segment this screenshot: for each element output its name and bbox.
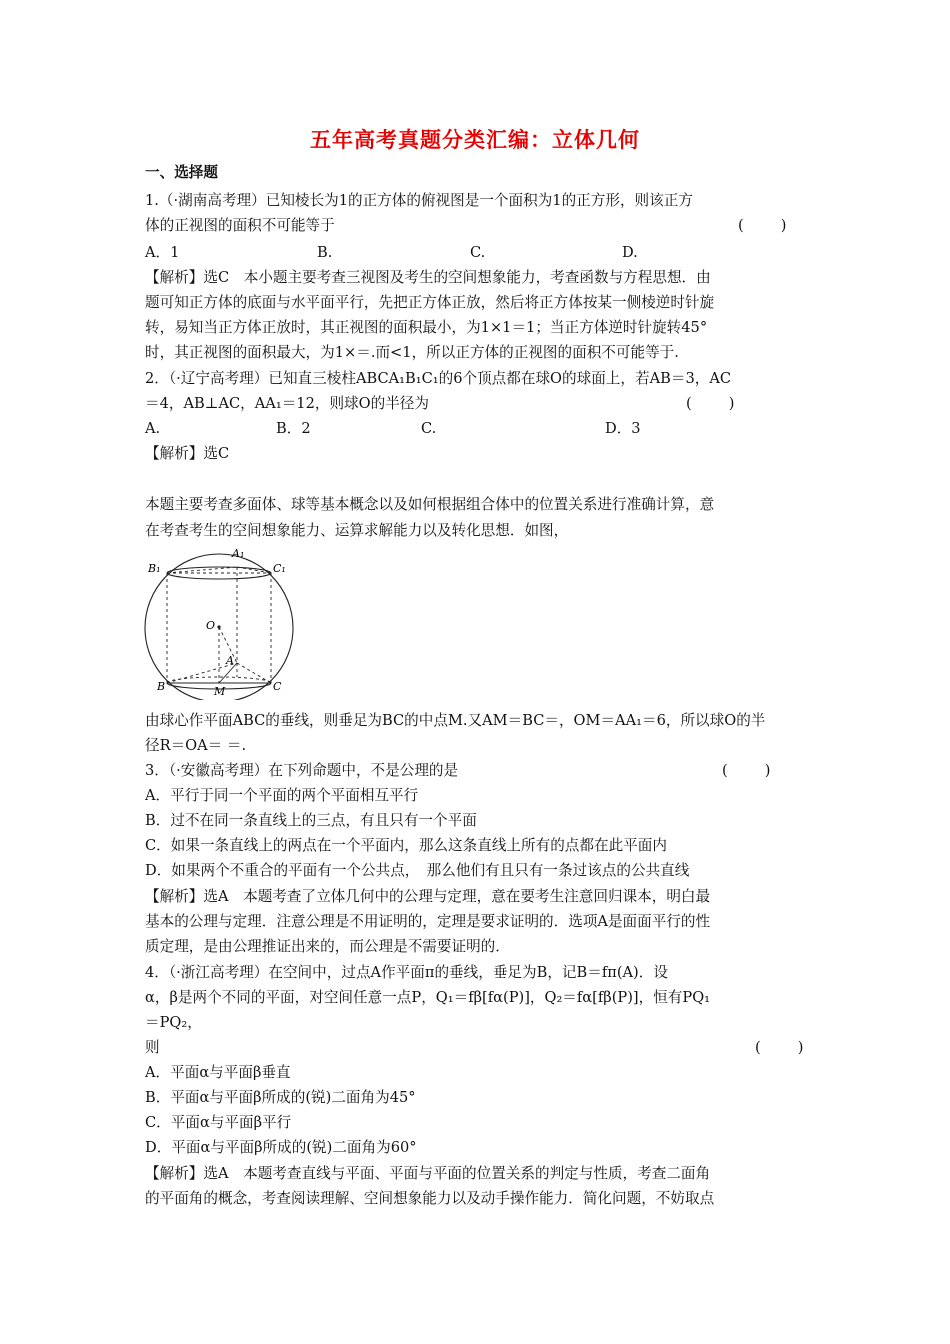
q1-analysis-3: 转，易知当正方体正放时，其正视图的面积最小，为1×1＝1；当正方体逆时针旋转45°: [145, 319, 708, 336]
q3-analysis-1: 【解析】选A 本题考查了立体几何中的公理与定理，意在要考生注意回归课本，明白最: [145, 888, 711, 905]
q2-body-2: 在考查考生的空间想象能力、运算求解能力以及转化思想．如图，: [145, 522, 569, 539]
label-B1: B₁: [148, 562, 161, 575]
label-O: O: [206, 619, 216, 632]
q3-analysis-3: 质定理，是由公理推证出来的，而公理是不需要证明的．: [145, 938, 510, 955]
q4-line-3: ＝PQ₂，: [145, 1014, 202, 1031]
label-C: C: [273, 680, 282, 693]
q1-line-2: 体的正视图的面积不可能等于: [145, 217, 335, 234]
q1-option-a: A．1: [145, 244, 180, 261]
q4-line-2: α，β是两个不同的平面，对空间任意一点P，Q₁＝fβ[fα(P)]，Q₂＝fα[fβ(P)]，恒有PQ₁: [145, 989, 711, 1006]
q2-conclusion-1: 由球心作平面ABC的垂线，则垂足为BC的中点M.又AM＝BC＝，OM＝AA₁＝6，所以球O的半: [145, 712, 766, 729]
q4-option-a: A．平面α与平面β垂直: [145, 1064, 291, 1081]
q1-analysis-2: 题可知正方体的底面与水平面平行，先把正方体正放，然后将正方体按某一侧棱逆时针旋: [145, 294, 715, 311]
q4-line-1: 4．（·浙江高考理）在空间中，过点A作平面π的垂线，垂足为B，记B＝fπ(A)．设: [145, 964, 668, 981]
q2-conclusion-2: 径R＝OA＝ ＝.: [145, 737, 247, 754]
q3-analysis-2: 基本的公理与定理．注意公理是不用证明的，定理是要求证明的．选项A是面面平行的性: [145, 913, 711, 930]
q4-analysis-2: 的平面角的概念，考查阅读理解、空间想象能力以及动手操作能力．简化问题，不妨取点: [145, 1190, 715, 1207]
q3-option-d: D．如果两个不重合的平面有一个公共点， 那么他们有且只有一条过该点的公共直线: [145, 862, 690, 879]
q2-line-1: 2．（·辽宁高考理）已知直三棱柱ABCA₁B₁C₁的6个顶点都在球O的球面上，若AB＝3，AC: [145, 370, 732, 387]
q4-analysis-1: 【解析】选A 本题考查直线与平面、平面与平面的位置关系的判定与性质，考查二面角: [145, 1165, 711, 1182]
q3-option-a: A．平行于同一个平面的两个平面相互平行: [145, 787, 419, 804]
page-title: 五年高考真题分类汇编：立体几何: [310, 128, 640, 152]
q4-line-4: 则: [145, 1039, 160, 1056]
q4-option-b: B．平面α与平面β所成的(锐)二面角为45°: [145, 1089, 416, 1106]
label-C1: C₁: [273, 562, 286, 575]
q2-body-1: 本题主要考查多面体、球等基本概念以及如何根据组合体中的位置关系进行准确计算，意: [145, 496, 715, 513]
q1-option-b: B.: [317, 244, 333, 261]
q3-line-1: 3．（·安徽高考理）在下列命题中，不是公理的是: [145, 762, 459, 779]
label-M: M: [214, 685, 226, 698]
prism-in-sphere-figure: [140, 545, 300, 700]
q2-analysis-1: 【解析】选C: [145, 445, 230, 462]
q2-option-d: D．3: [605, 420, 641, 437]
q3-answer-paren: ( ): [722, 762, 771, 779]
q2-line-2: ＝4，AB⊥AC，AA₁＝12，则球O的半径为: [145, 395, 429, 412]
q1-option-d: D.: [622, 244, 638, 261]
q1-line-1: 1.（·湖南高考理）已知棱长为1的正方体的俯视图是一个面积为1的正方形，则该正方: [145, 192, 693, 209]
q1-option-c: C.: [470, 244, 486, 261]
label-A1: A₁: [232, 547, 245, 560]
q2-option-a: A.: [145, 420, 161, 437]
q1-analysis-1: 【解析】选C 本小题主要考查三视图及考生的空间想象能力，考查函数与方程思想．由: [145, 269, 711, 286]
q4-option-d: D．平面α与平面β所成的(锐)二面角为60°: [145, 1139, 417, 1156]
q2-answer-paren: ( ): [686, 395, 735, 412]
q3-option-c: C．如果一条直线上的两点在一个平面内，那么这条直线上所有的点都在此平面内: [145, 837, 667, 854]
q1-analysis-4: 时，其正视图的面积最大，为1×＝.而<1，所以正方体的正视图的面积不可能等于.: [145, 344, 679, 361]
q3-option-b: B．过不在同一条直线上的三点，有且只有一个平面: [145, 812, 477, 829]
q4-answer-paren: ( ): [755, 1039, 804, 1056]
q4-option-c: C．平面α与平面β平行: [145, 1114, 292, 1131]
q2-option-b: B．2: [276, 420, 311, 437]
q1-answer-paren: ( ): [738, 217, 787, 234]
section-heading: 一、选择题: [145, 164, 218, 181]
q2-option-c: C.: [421, 420, 437, 437]
label-B: B: [157, 680, 166, 693]
label-A: A: [226, 654, 234, 667]
